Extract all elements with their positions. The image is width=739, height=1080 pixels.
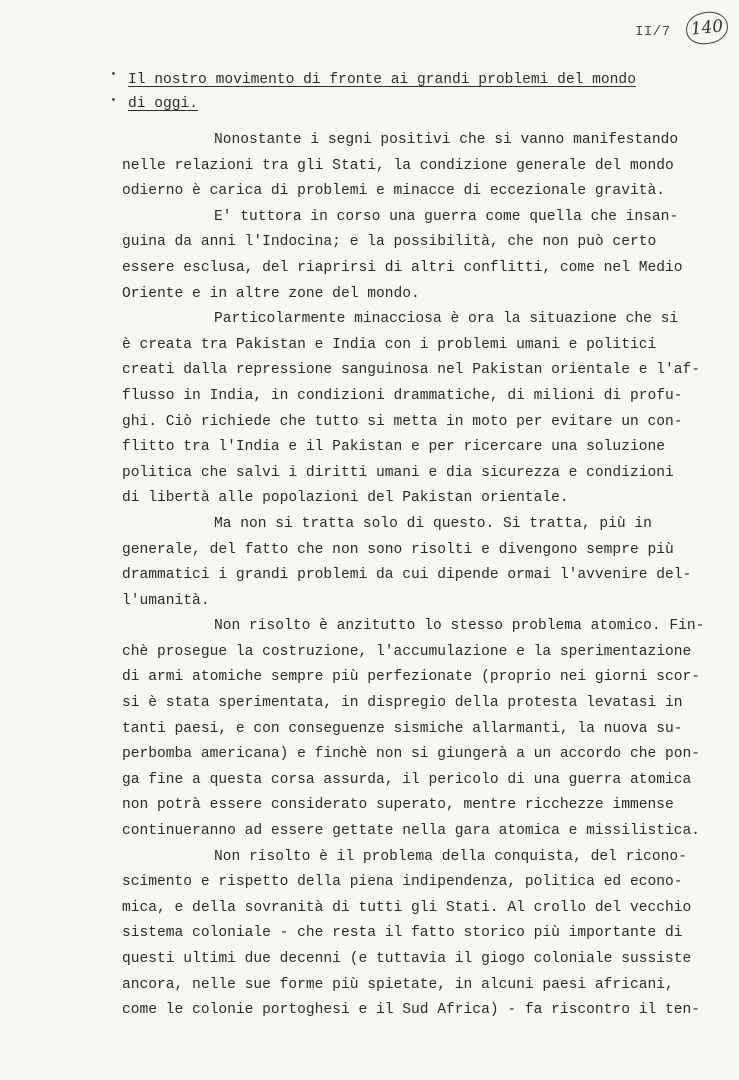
paragraph-first-line: Nonostante i segni positivi che si vanno manifestando — [214, 132, 679, 148]
text-line: tanti paesi, e con conseguenze sismiche allarmanti, la nuova su- — [122, 720, 683, 737]
margin-mark — [112, 72, 115, 75]
text-line: questi ultimi due decenni (e tuttavia il giogo coloniale sussiste — [122, 951, 692, 967]
text-line: essere esclusa, del riaprirsi di altri conflitti, come nel Medio — [122, 259, 683, 276]
text-line: l'umanità. — [122, 592, 210, 609]
text-line: flitto tra l'India e il Pakistan e per ricercare una soluzione — [122, 439, 665, 456]
section-title-line: Il nostro movimento di fronte ai grandi problemi del mondo — [128, 72, 636, 88]
paragraph-first-line: Ma non si tratta solo di questo. Si tratta, più in — [214, 515, 652, 532]
text-line: politica che salvi i diritti umani e dia sicurezza e condizioni — [122, 464, 674, 481]
paragraph-first-line: Non risolto è anzitutto lo stesso problema atomico. Fin- — [214, 618, 705, 635]
text-line: perbomba americana) e finchè non si giungerà a un accordo che pon- — [122, 746, 701, 763]
text-line: flusso in India, in condizioni drammatiche, di milioni di profu- — [122, 387, 683, 404]
text-line: non potrà essere considerato superato, mentre ricchezze immense — [122, 797, 674, 814]
text-line: nelle relazioni tra gli Stati, la condizione generale del mondo — [122, 157, 674, 174]
text-line: scimento e rispetto della piena indipendenza, politica ed econo- — [122, 874, 683, 891]
paragraph-first-line: Particolarmente minacciosa è ora la situazione che si — [214, 311, 679, 328]
text-line: drammatici i grandi problemi da cui dipende ormai l'avvenire del- — [122, 567, 692, 584]
section-title-line: di oggi. — [128, 96, 199, 112]
margin-mark — [112, 98, 115, 101]
text-line: creati dalla repressione sanguinosa nel Pakistan orientale e l'af- — [122, 362, 701, 379]
text-line: ancora, nelle sue forme più spietate, in alcuni paesi africani, — [122, 976, 674, 993]
handwritten-page-stamp: 140 — [684, 10, 729, 46]
text-line: come le colonie portoghesi e il Sud Africa) - fa riscontro il ten- — [122, 1002, 701, 1019]
text-line: chè prosegue la costruzione, l'accumulazione e la sperimentazione — [122, 643, 692, 660]
text-line: guina da anni l'Indocina; e la possibilità, che non può certo — [122, 234, 657, 251]
page-label: II/7 — [635, 24, 671, 40]
text-line: continueranno ad essere gettate nella gara atomica e missilistica. — [122, 823, 701, 840]
text-line: di armi atomiche sempre più perfezionate (proprio nei giorni scor- — [122, 669, 701, 686]
text-line: di libertà alle popolazioni del Pakistan orientale. — [122, 490, 569, 507]
text-line: si è stata sperimentata, in dispregio della protesta levatasi in — [122, 695, 683, 712]
text-line: mica, e della sovranità di tutti gli Stati. Al crollo del vecchio — [122, 899, 692, 916]
paragraph-first-line: E' tuttora in corso una guerra come quella che insan- — [214, 208, 679, 225]
text-line: generale, del fatto che non sono risolti e divengono sempre più — [122, 541, 674, 558]
text-line: ghi. Ciò richiede che tutto si metta in moto per evitare un con- — [122, 413, 683, 430]
paragraph-first-line: Non risolto è il problema della conquista, del ricono- — [214, 848, 687, 865]
text-line: ga fine a questa corsa assurda, il pericolo di una guerra atomica — [122, 771, 692, 788]
section-title — [128, 68, 648, 116]
text-line: odierno è carica di problemi e minacce di eccezionale gravità. — [122, 183, 665, 200]
text-line: è creata tra Pakistan e India con i problemi umani e politici — [122, 336, 657, 353]
text-line: sistema coloniale - che resta il fatto storico più importante di — [122, 925, 683, 942]
text-line: Oriente e in altre zone del mondo. — [122, 285, 420, 302]
body-text — [122, 128, 707, 1024]
